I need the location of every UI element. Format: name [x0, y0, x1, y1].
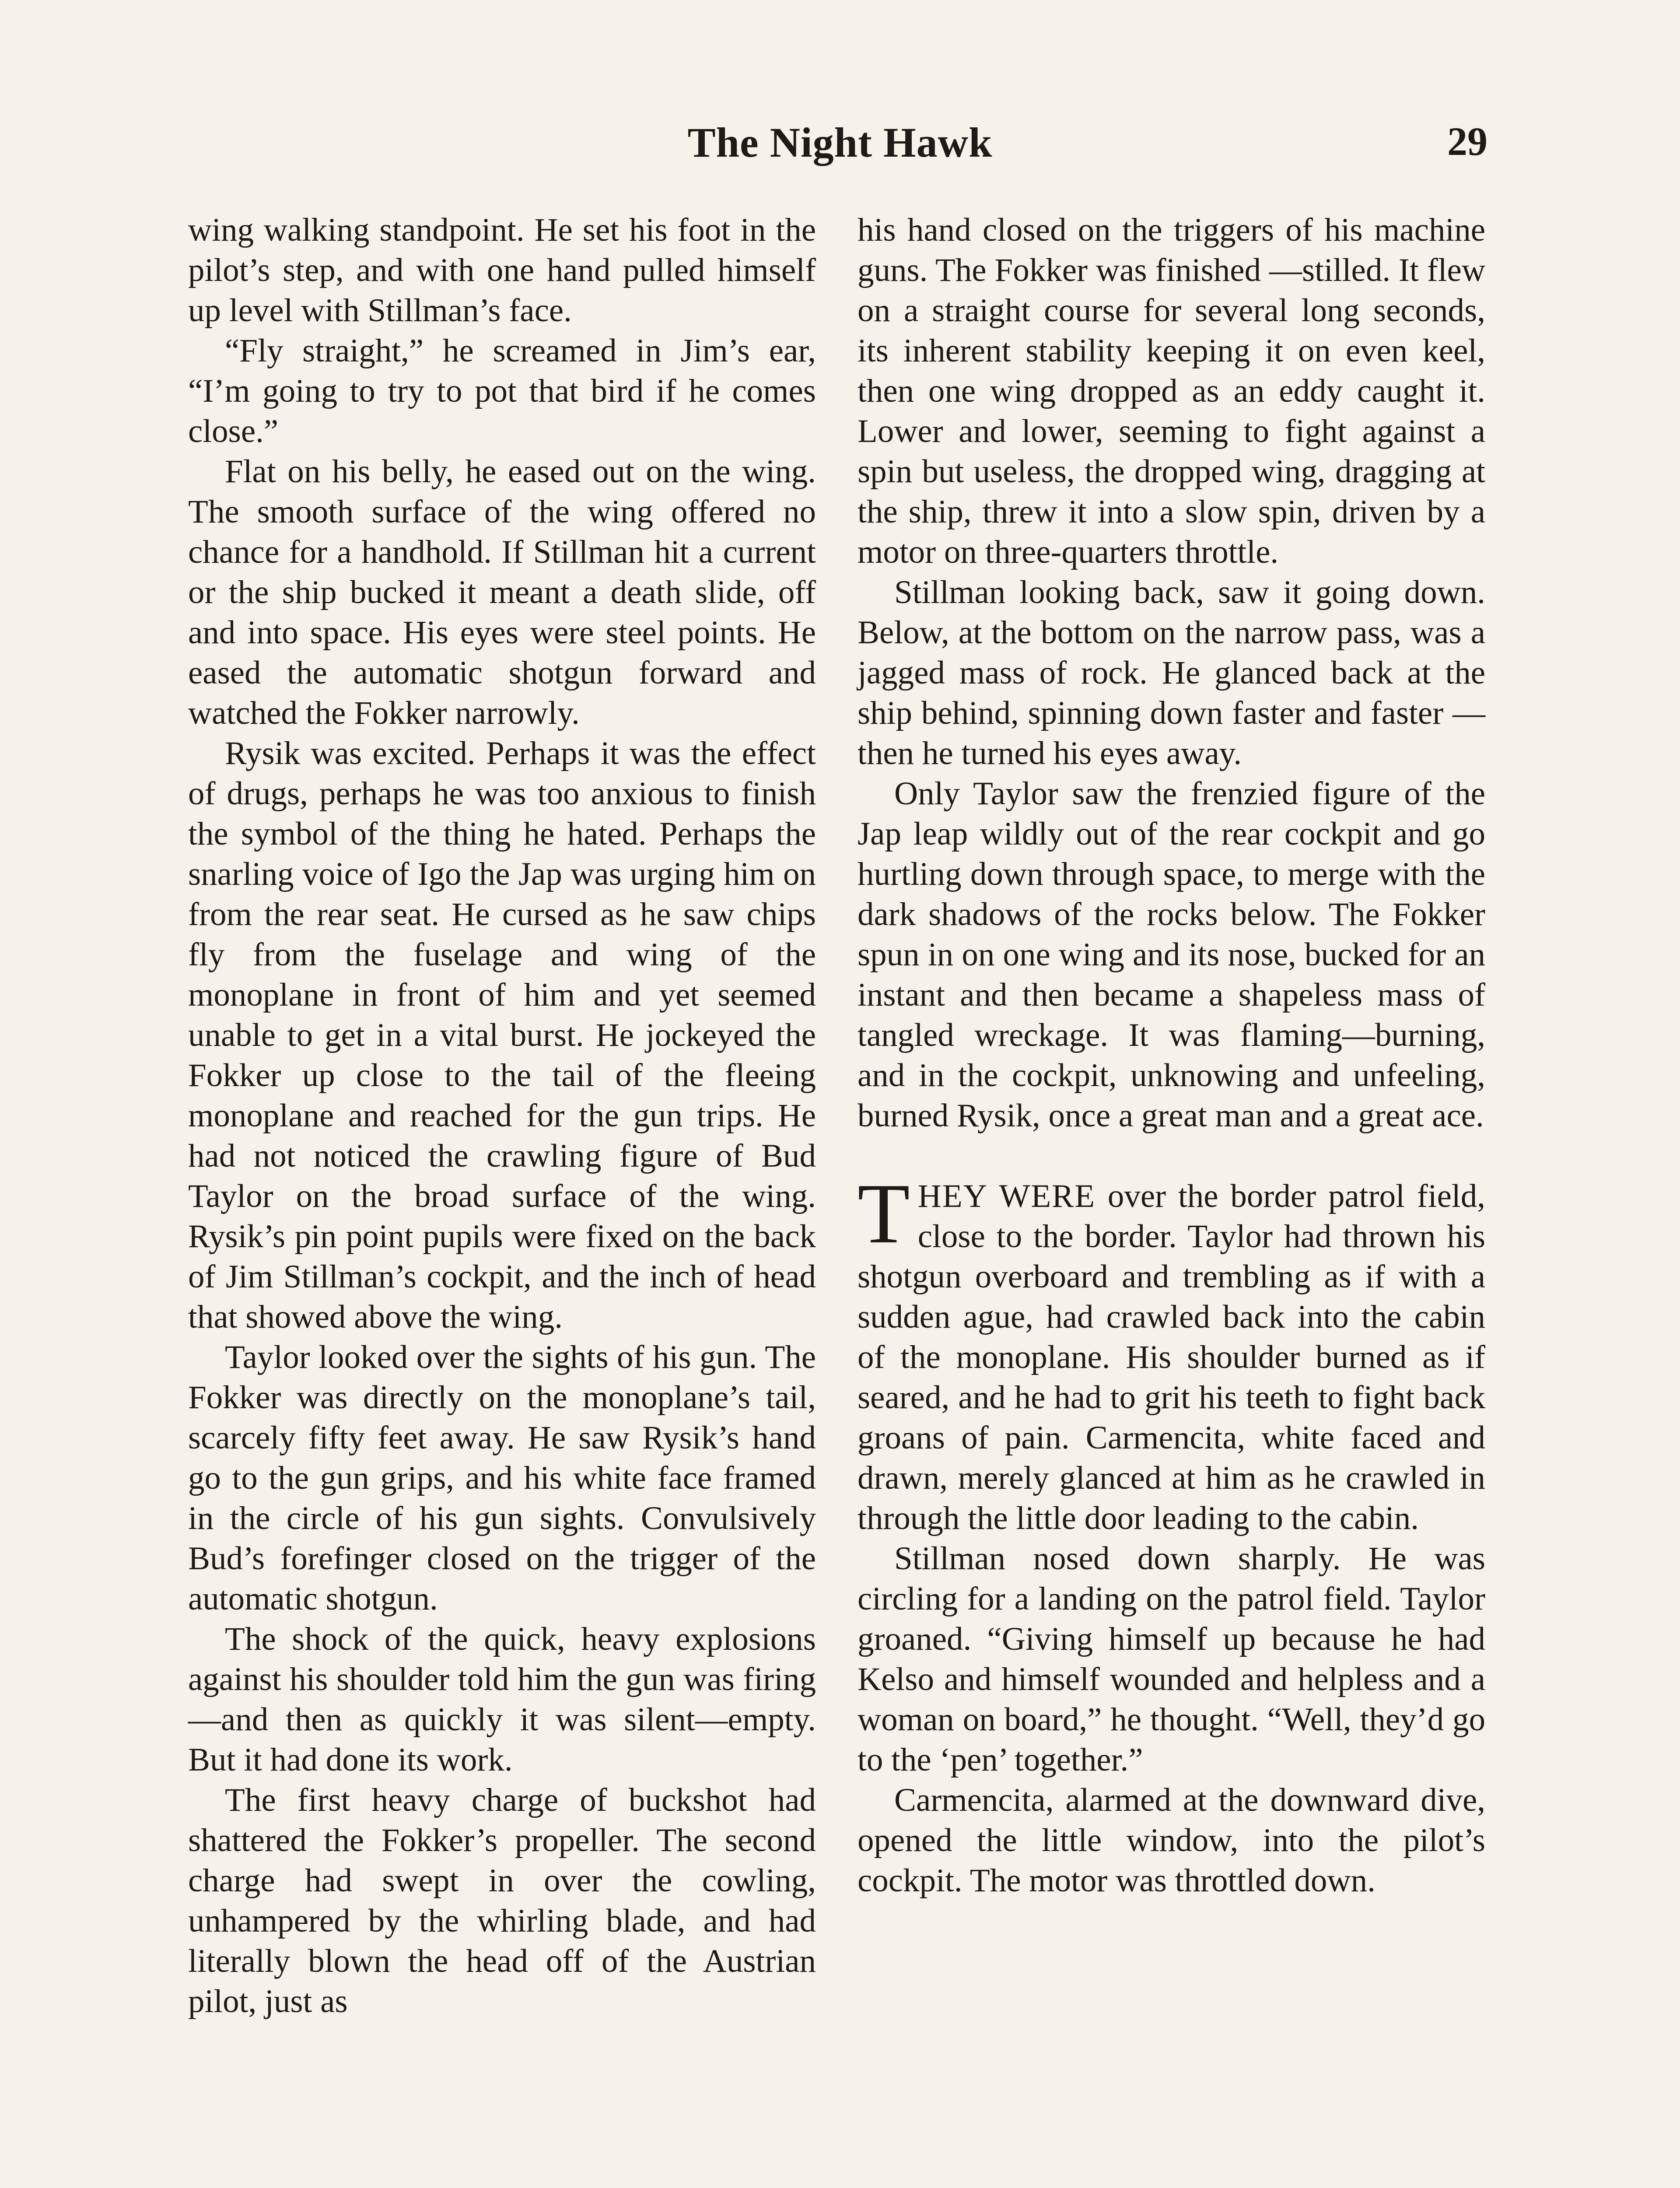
paragraph: his hand closed on the triggers of his machine guns. The Fokker was finished —stilled. It flew on a straight course for several long seconds, its inherent stability keeping it on even keel, then one wing dropped as an eddy caught it. Lower and lower, seeming to fight against a spin but useless, the dropped wing, dragging at the ship, threw it into a slow spin, driven by a motor on three-quarters throttle. — [858, 212, 1485, 570]
page-number: 29 — [1447, 119, 1488, 164]
paragraph: Rysik was excited. Perhaps it was the effect of drugs, perhaps he was too anxious to finish the symbol of the thing he hated. Perhaps the snarling voice of Igo the Jap was urging him on from the rear seat. He cursed as he saw chips fly from the fuselage and wing of the monoplane in front of him and yet seemed unable to get in a vital burst. He jockeyed the Fokker up close to the tail of the fleeing monoplane and reached for the gun trips. He had not noticed the crawling figure of Bud Taylor on the broad surface of the wing. Rysik’s pin point pupils were fixed on the back of Jim Stillman’s cockpit, and the inch of head that showed above the wing. — [188, 735, 816, 1335]
paragraph: Stillman looking back, saw it going down. Below, at the bottom on the narrow pass, was a jagged mass of rock. He glanced back at the ship behind, spinning down faster and faster —then he turned his eyes away. — [858, 574, 1485, 771]
small-caps-lead: HEY WERE — [917, 1178, 1096, 1214]
running-title: The Night Hawk — [687, 119, 993, 166]
paragraph: Stillman nosed down sharply. He was circling for a landing on the patrol field. Taylor groaned. “Giving himself up because he had Kelso and himself wounded and helpless and a woman on board,” he thought. “Well, they’d go to the ‘pen’ together.” — [858, 1540, 1485, 1778]
paragraph-text: over the border patrol field, close to the border. Taylor had thrown his shotgun overboard and trembling as if with a sudden ague, had crawled back into the cabin of the monoplane. His shoulder burned as if seared, and he had to grit his teeth to fight back groans of pain. Carmencita, white faced and drawn, merely glanced at him as he crawled in through the little door leading to the cabin. — [858, 1178, 1485, 1536]
paragraph: The first heavy charge of buckshot had shattered the Fokker’s propeller. The second charge had swept in over the cowling, unhampered by the whirling blade, and had literally blown the head off of the Austrian pilot, just as — [188, 1782, 816, 2020]
paragraph: Only Taylor saw the frenzied figure of the Jap leap wildly out of the rear cockpit and go hurtling down through space, to merge with the dark shadows of the rocks below. The Fokker spun in on one wing and its nose, bucked for an instant and then became a shapeless mass of tangled wreckage. It was flaming—burning, and in the cockpit, unknowing and unfeeling, burned Rysik, once a great man and a great ace. — [858, 775, 1485, 1134]
paragraph: Flat on his belly, he eased out on the wing. The smooth surface of the wing offered no chance for a handhold. If Stillman hit a current or the ship bucked it meant a death slide, off and into space. His eyes were steel points. He eased the automatic shotgun forward and watched the Fokker narrowly. — [188, 453, 816, 731]
paragraph: Carmencita, alarmed at the downward dive, opened the little window, into the pilot’s cockpit. The motor was throttled down. — [858, 1782, 1485, 1899]
right-column — [858, 210, 1485, 1901]
paragraph: wing walking standpoint. He set his foot in the pilot’s step, and with one hand pulled himself up level with Stillman’s face. — [188, 212, 816, 329]
paragraph: Taylor looked over the sights of his gun. The Fokker was directly on the monoplane’s tail, scarcely fifty feet away. He saw Rysik’s hand go to the gun grips, and his white face framed in the circle of his gun sights. Convulsively Bud’s forefinger closed on the trigger of the automatic shotgun. — [188, 1339, 816, 1617]
left-column — [188, 210, 816, 2022]
paragraph: The shock of the quick, heavy explosions against his shoulder told him the gun was firing—and then as quickly it was silent—empty. But it had done its work. — [188, 1621, 816, 1778]
paragraph: “Fly straight,” he screamed in Jim’s ear, “I’m going to try to pot that bird if he comes close.” — [188, 333, 816, 449]
drop-cap: T — [858, 1166, 910, 1261]
section-opening-paragraph — [858, 1166, 1485, 1539]
